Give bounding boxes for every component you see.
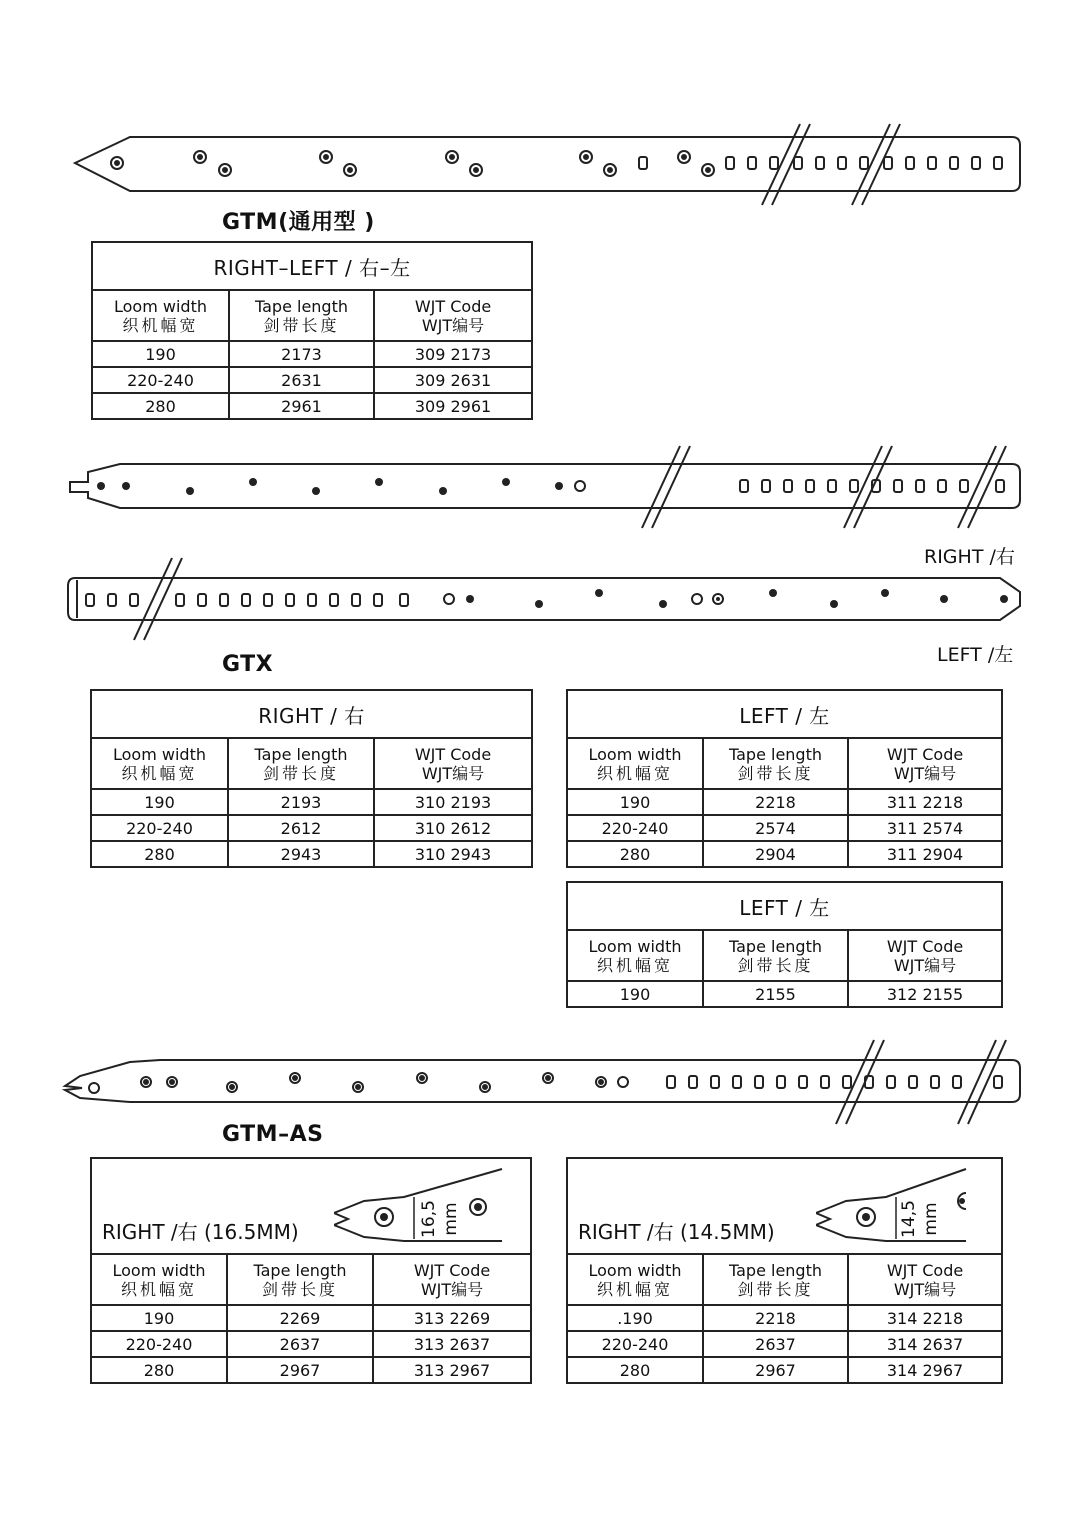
tape-tip-diagram: [334, 1167, 504, 1247]
gtx-right-spec-table: [90, 689, 533, 868]
column-header-tape-length: Tape length 剑带长度: [703, 738, 848, 789]
table-row: 280 2967 313 2967: [91, 1357, 531, 1383]
table-row: 220-240 2631 309 2631: [92, 367, 532, 393]
table-caption: LEFT / 左: [567, 690, 1002, 738]
table-row: 280 2943 310 2943: [91, 841, 532, 867]
column-header-wjt-code: WJT Code WJT编号: [848, 930, 1002, 981]
table-row: 190 2155 312 2155: [567, 981, 1002, 1007]
table-caption-box: [91, 1158, 531, 1254]
column-header-wjt-code: WJT Code WJT编号: [374, 290, 532, 341]
gtm-as-tape-drawing: [0, 1035, 1080, 1130]
gtx-right-tape-drawing: [0, 440, 1080, 535]
column-header-tape-length: Tape length 剑带长度: [229, 290, 374, 341]
table-caption: LEFT / 左: [567, 882, 1002, 930]
gtm-as-16-5-spec-table: [90, 1157, 532, 1384]
column-header-wjt-code: WJT Code WJT编号: [373, 1254, 531, 1305]
column-header-loom-width: Loom width 织机幅宽: [91, 738, 228, 789]
table-row: 280 2967 314 2967: [567, 1357, 1002, 1383]
column-header-tape-length: Tape length 剑带长度: [703, 1254, 848, 1305]
table-row: 220-240 2612 310 2612: [91, 815, 532, 841]
svg-text:14,5: 14,5: [899, 1200, 920, 1238]
column-header-loom-width: Loom width 织机幅宽: [567, 930, 703, 981]
table-caption: RIGHT / 右: [91, 690, 532, 738]
gtm-as-14-5-spec-table: [566, 1157, 1003, 1384]
table-caption: RIGHT /右 (14.5MM): [578, 1220, 775, 1244]
gtx-left-tape-drawing: [0, 555, 1080, 645]
gtm-spec-table: [91, 241, 533, 420]
table-row: 220-240 2637 314 2637: [567, 1331, 1002, 1357]
svg-text:16,5: 16,5: [419, 1200, 440, 1238]
table-row: 190 2193 310 2193: [91, 789, 532, 815]
svg-text:mm: mm: [441, 1202, 462, 1236]
table-row: 190 2269 313 2269: [91, 1305, 531, 1331]
table-caption: RIGHT /右 (16.5MM): [102, 1220, 299, 1244]
column-header-wjt-code: WJT Code WJT编号: [374, 738, 532, 789]
column-header-loom-width: Loom width 织机幅宽: [92, 290, 229, 341]
table-caption: RIGHT–LEFT / 右–左: [92, 242, 532, 290]
table-row: 190 2173 309 2173: [92, 341, 532, 367]
gtx-left-label: LEFT /左: [937, 644, 1014, 666]
column-header-loom-width: Loom width 织机幅宽: [567, 1254, 703, 1305]
table-row: 220-240 2574 311 2574: [567, 815, 1002, 841]
gtm-as-title: GTM–AS: [222, 1122, 324, 1147]
gtx-right-label: RIGHT /右: [924, 546, 1015, 568]
table-row: 280 2961 309 2961: [92, 393, 532, 419]
column-header-tape-length: Tape length 剑带长度: [227, 1254, 373, 1305]
column-header-wjt-code: WJT Code WJT编号: [848, 738, 1002, 789]
table-row: 220-240 2637 313 2637: [91, 1331, 531, 1357]
table-caption-box: [567, 1158, 1002, 1254]
column-header-wjt-code: WJT Code WJT编号: [848, 1254, 1002, 1305]
svg-text:mm: mm: [921, 1202, 942, 1236]
table-row: 190 2218 311 2218: [567, 789, 1002, 815]
gtx-title: GTX: [222, 652, 274, 677]
gtm-title: GTM(通用型 ): [222, 210, 375, 235]
column-header-tape-length: Tape length 剑带长度: [228, 738, 374, 789]
tape-tip-diagram: [816, 1167, 971, 1247]
column-header-loom-width: Loom width 织机幅宽: [91, 1254, 227, 1305]
column-header-tape-length: Tape length 剑带长度: [703, 930, 848, 981]
table-row: 280 2904 311 2904: [567, 841, 1002, 867]
gtx-left-spec-table: [566, 689, 1003, 868]
table-row: .190 2218 314 2218: [567, 1305, 1002, 1331]
column-header-loom-width: Loom width 织机幅宽: [567, 738, 703, 789]
gtm-tape-drawing: [0, 120, 1080, 210]
gtx-left-2-spec-table: [566, 881, 1003, 1008]
